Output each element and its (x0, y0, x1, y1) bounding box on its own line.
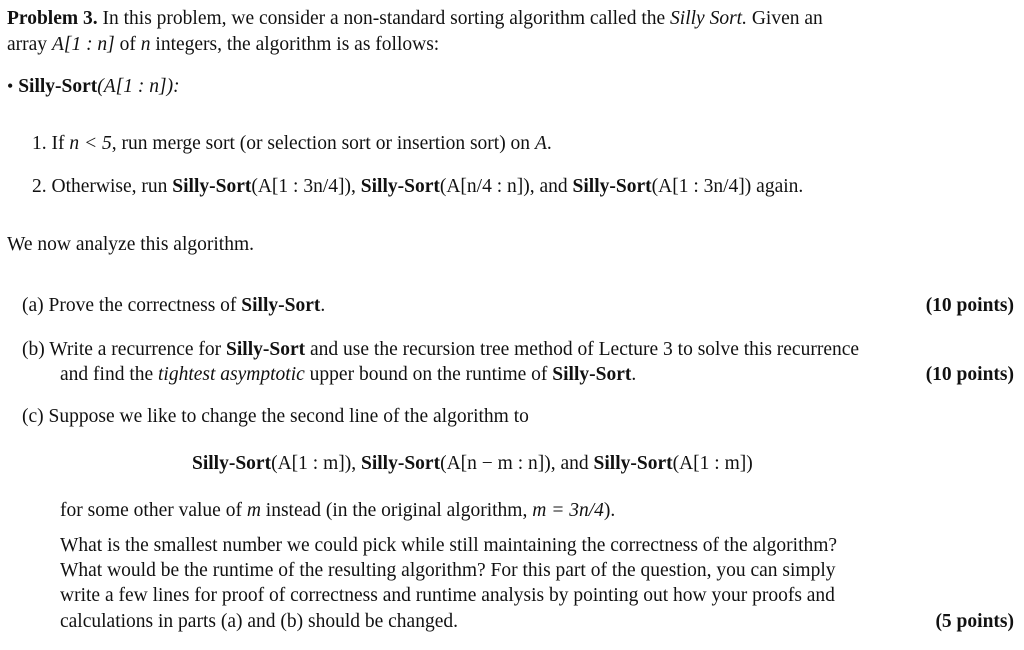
part-a-points: (10 points) (925, 295, 1014, 316)
algorithm-signature: • Silly-Sort(A[1 : n]): (7, 76, 180, 97)
part-a: (a) Prove the correctness of Silly-Sort. (22, 295, 326, 316)
analyze-line: We now analyze this algorithm. (7, 234, 254, 255)
part-c-line-3: for some other value of m instead (in the original algorithm, m = 3n/4). (60, 500, 616, 521)
problem-heading: Problem 3. (7, 8, 98, 29)
part-c-line-1: (c) Suppose we like to change the second line of the algorithm to (22, 406, 529, 427)
problem-intro-line-2: array A[1 : n] of n integers, the algorithm is as follows: (7, 34, 440, 55)
part-b-points: (10 points) (925, 364, 1014, 385)
problem-intro-line-1: Problem 3. In this problem, we consider a non-standard sorting algorithm called the Silly Sort. Given an (7, 8, 823, 29)
bullet-icon: • (7, 76, 14, 96)
part-c-paragraph-line-1: What is the smallest number we could pick while still maintaining the correctness of the algorithm? (60, 535, 838, 556)
part-c-paragraph-line-4: calculations in parts (a) and (b) should be changed. (60, 611, 458, 632)
part-b-line-2: and find the tightest asymptotic upper bound on the runtime of Silly-Sort. (60, 364, 637, 385)
algorithm-name-italic: Silly Sort. (670, 8, 747, 29)
part-b-line-1: (b) Write a recurrence for Silly-Sort and use the recursion tree method of Lecture 3 to solve this recurrence (22, 339, 860, 360)
part-c-equation: Silly-Sort(A[1 : m]), Silly-Sort(A[n − m : n]), and Silly-Sort(A[1 : m]) (192, 453, 753, 474)
part-c-points: (5 points) (935, 611, 1014, 632)
algorithm-step-1: 1. If n < 5, run merge sort (or selection sort or insertion sort) on A. (32, 133, 552, 154)
algorithm-step-2: 2. Otherwise, run Silly-Sort(A[1 : 3n/4]), Silly-Sort(A[n/4 : n]), and Silly-Sort(A[1 : 3n/4]) again. (32, 176, 804, 197)
part-c-paragraph-line-3: write a few lines for proof of correctness and runtime analysis by pointing out how your proofs and (60, 585, 835, 606)
part-c-paragraph-line-2: What would be the runtime of the resulting algorithm? For this part of the question, you can simply (60, 560, 836, 581)
